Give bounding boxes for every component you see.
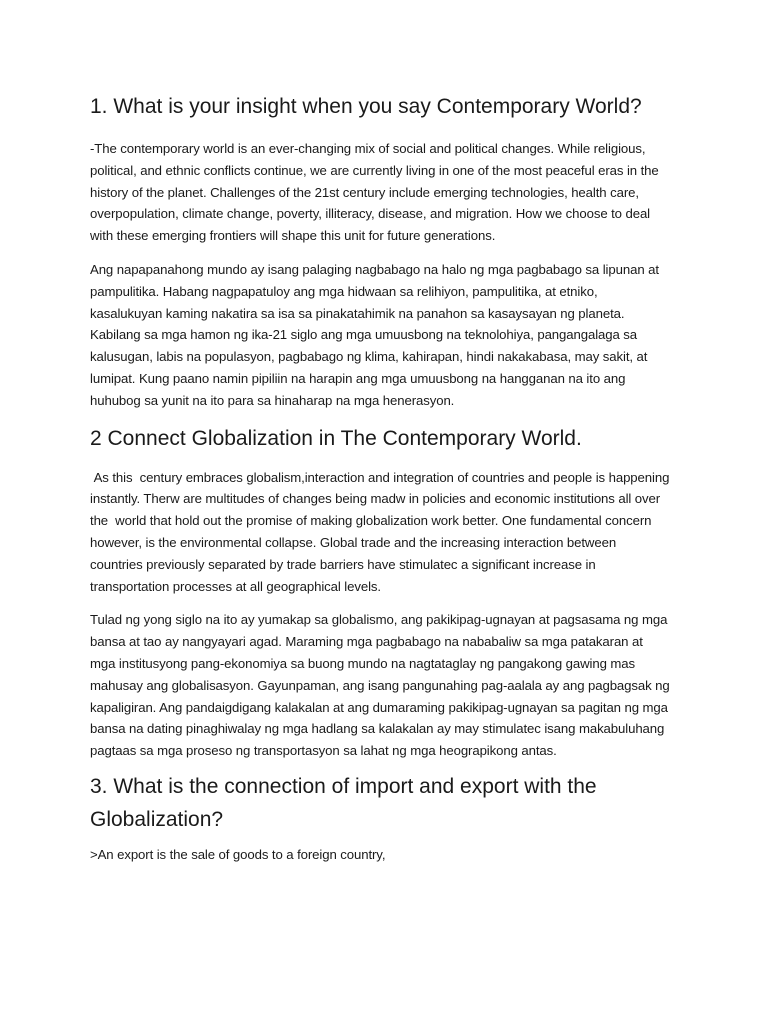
answer-1-filipino: Ang napapanahong mundo ay isang palaging nagbabago na halo ng mga pagbabago sa lipunan at pampulitika. Habang nagpapatuloy ang mga hidwaan sa relihiyon, pampulitika, at etniko, kasalukuyan kaming nakatira sa isa sa pinakatahimik na panahon sa kasaysayan ng planeta. Kabilang sa mga hamon ng ika-21 siglo ang mga umuusbong na teknolohiya, pangangalaga sa kalusugan, labis na populasyon, pagbabago ng klima, kahirapan, hindi nakakabasa, may sakit, at lumipat. Kung paano namin pipiliin na harapin ang mga umuusbong na hangganan na ito ang huhubog sa yunit na ito para sa hinaharap na mga henerasyon. [90, 261, 659, 408]
answer-2-english: As this century embraces globalism,interaction and integration of countries and people is happening instantly. Therw are multitudes of changes being madw in policies and economic institutions all over the world that hold out the promise of making globalization work better. One fundamental concern however, is the environmental collapse. Global trade and the increasing interaction between countries previously separated by trade barriers have stimulatec a significant increase in transportation processes at all geographical levels. [90, 469, 673, 594]
question-1-heading: 1. What is your insight when you say Contemporary World? [90, 95, 642, 118]
answer-1-english: -The contemporary world is an ever-changing mix of social and political changes. While religious, political, and ethnic conflicts continue, we are currently living in one of the most peaceful eras in the history of the planet. Challenges of the 21st century include emerging technologies, health care, overpopulation, climate change, poverty, illiteracy, disease, and migration. How we choose to deal with these emerging frontiers will shape this unit for future generations. [90, 141, 659, 244]
answer-3-english: >An export is the sale of goods to a foreign country, [90, 846, 386, 862]
document-page [90, 90, 673, 866]
question-3-heading: 3. What is the connection of import and export with the Globalization? [90, 774, 597, 831]
answer-2-filipino: Tulad ng yong siglo na ito ay yumakap sa globalismo, ang pakikipag-ugnayan at pagsasama ng mga bansa at tao ay nangyayari agad. Maraming mga pagbabago na nababaliw sa mga patakaran at mga institusyong pang-ekonomiya sa buong mundo na nagtataglay ng pangakong gawing mas mahusay ang globalisasyon. Gayunpaman, ang isang pangunahing pag-aalala ay ang pagbagsak ng kapaligiran. Ang pandaigdigang kalakalan at ang dumaraming pakikipag-ugnayan sa pagitan ng mga bansa na dating pinaghiwalay ng mga hadlang sa kalakalan ay may stimulatec isang makabuluhang pagtaas sa mga proseso ng transportasyon sa lahat ng mga heograpikong antas. [90, 612, 670, 759]
question-2-heading: 2 Connect Globalization in The Contemporary World. [90, 426, 582, 450]
